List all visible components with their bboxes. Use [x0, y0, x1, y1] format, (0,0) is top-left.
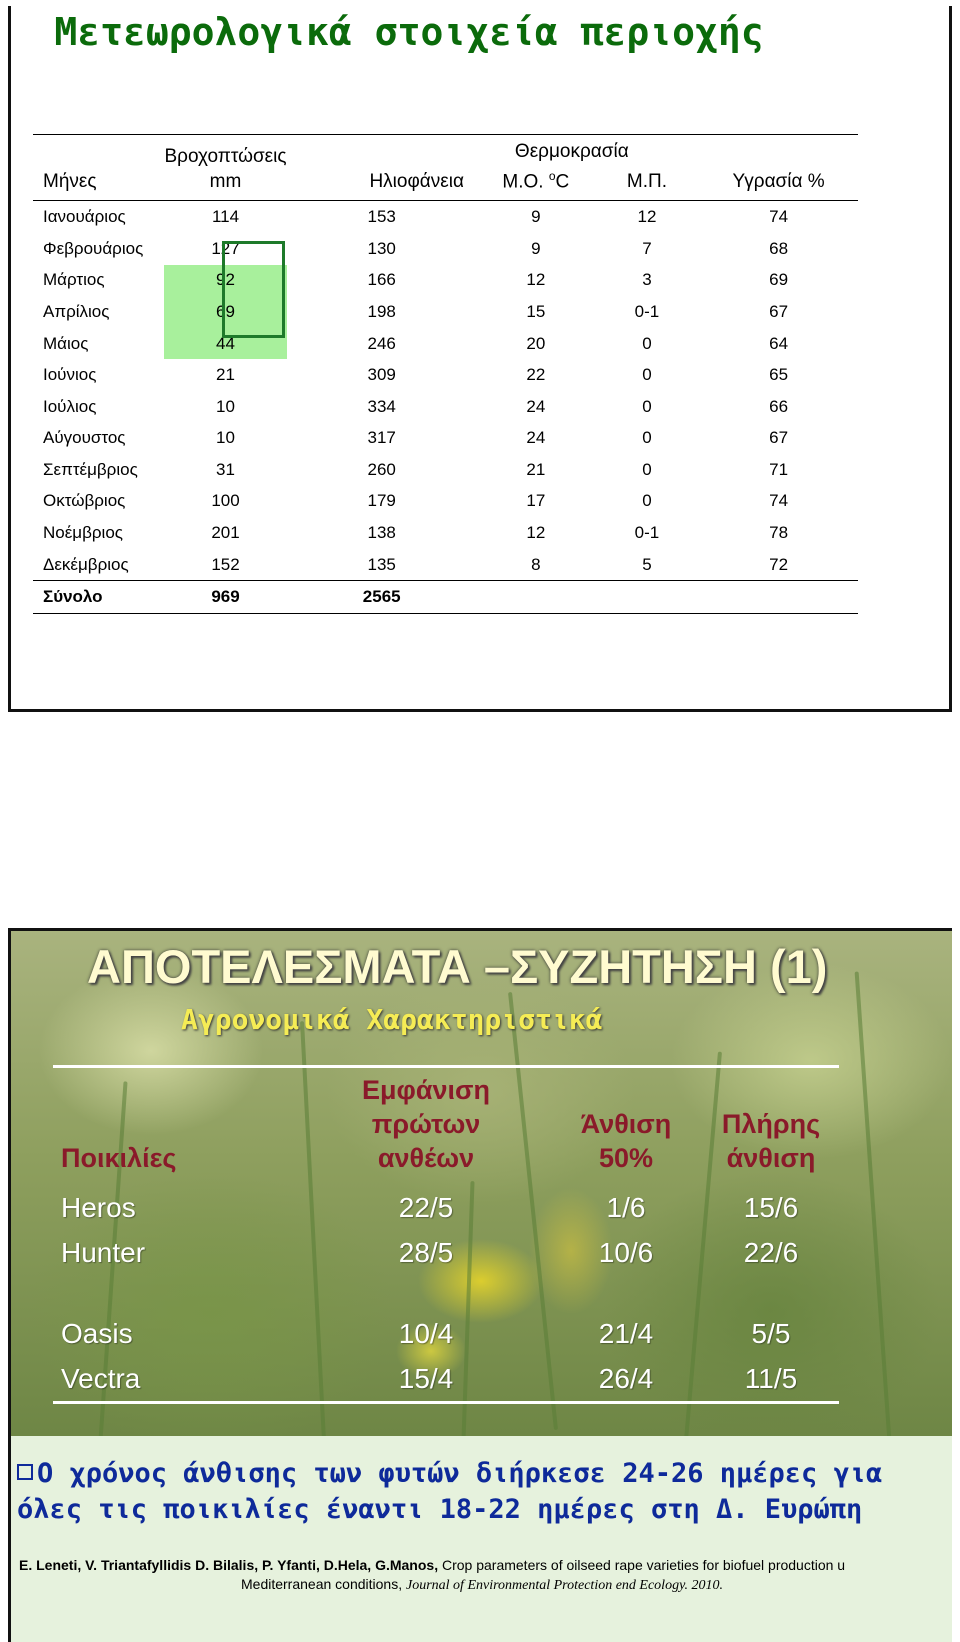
- first-flowers-date: 28/5: [398, 1237, 454, 1268]
- table-row: Νοέμβριος 201 138 12 0-1 78: [43, 523, 789, 543]
- weather-slide: [8, 6, 952, 712]
- flowering-50-date: 26/4: [598, 1363, 654, 1394]
- variety-name: Oasis: [61, 1318, 133, 1349]
- flowering-50-date: 10/6: [598, 1237, 654, 1268]
- weather-header-row: [33, 135, 858, 201]
- first-flowers-date: 10/4: [398, 1318, 454, 1349]
- full-flowering-date: 22/6: [743, 1237, 799, 1268]
- table-row: Φεβρουάριος 127 130 9 7 68: [43, 238, 789, 258]
- table-row: Σεπτέμβριος 31 260 21 0 71: [43, 459, 789, 479]
- table-row: Ιανουάριος 114 153 9 12 74: [43, 207, 789, 227]
- header-flowering-50: Άνθιση 50%: [580, 1109, 672, 1173]
- header-frost-days: Μ.Π.: [626, 171, 668, 193]
- total-row: Σύνολο 969 2565: [33, 581, 858, 614]
- full-flowering-date: 5/5: [751, 1318, 791, 1349]
- citation: E. Leneti, V. Triantafyllidis D. Bilalis, P. Yfanti, D.Hela, G.Manos, Crop parameters of oilseed rape varieties for biofuel production u Mediterranean conditions, Journal of Environmental Protection end Ecology. 2010.: [19, 1557, 846, 1593]
- header-temperature: Θερμοκρασία Μ.Ο. $^o$C: [502, 141, 629, 193]
- flowering-50-date: 1/6: [606, 1192, 646, 1223]
- table-row: Μάρτιος 92 166 12 3 69: [33, 265, 858, 297]
- table-row: Ιούλιος 10 334 24 0 66: [43, 396, 789, 416]
- conclusion-panel: [11, 1436, 952, 1642]
- conclusion-note: Ο χρόνος άνθισης των φυτών διήρκεσε 24-26 ημέρες για όλες τις ποικιλίες έναντι 18-22 ημέρες στη Δ. Ευρώπη: [17, 1458, 883, 1525]
- highlighted-rain-cell: 92: [164, 265, 286, 297]
- table-row: Μάιος 44 246 20 0 64: [33, 328, 858, 360]
- header-varieties: Ποικιλίες: [61, 1143, 177, 1173]
- table-row: Αύγουστος 10 317 24 0 67: [43, 428, 789, 448]
- header-months: Μήνες: [43, 171, 97, 193]
- weather-table: [33, 134, 858, 614]
- results-slide: [8, 928, 952, 1642]
- header-rainfall: Βροχοπτώσεις mm: [164, 146, 287, 193]
- table-top-rule: [53, 1065, 839, 1068]
- table-row: Οκτώβριος 100 179 17 0 74: [43, 491, 789, 511]
- table-row: Δεκέμβριος 152 135 8 5 72: [43, 554, 789, 574]
- table-bottom-rule: [53, 1401, 839, 1404]
- variety-name: Vectra: [61, 1363, 141, 1394]
- first-flowers-date: 15/4: [398, 1363, 454, 1394]
- full-flowering-date: 11/5: [744, 1363, 798, 1394]
- variety-name: Hunter: [61, 1237, 146, 1268]
- checkbox-bullet-icon: [17, 1464, 33, 1480]
- first-flowers-date: 22/5: [398, 1192, 454, 1223]
- header-humidity: Υγρασία %: [732, 171, 825, 193]
- highlighted-rain-cell: 44: [164, 328, 286, 360]
- table-row: Ιούνιος 21 309 22 0 65: [43, 365, 789, 385]
- flowering-50-date: 21/4: [598, 1318, 654, 1349]
- variety-name: Heros: [61, 1192, 136, 1223]
- full-flowering-date: 15/6: [743, 1192, 799, 1223]
- table-row: Απρίλιος 69 198 15 0-1 67: [33, 296, 858, 328]
- header-sunshine: Ηλιοφάνεια: [369, 171, 464, 193]
- rapeseed-field-photo: [11, 931, 952, 1436]
- results-subtitle: Αγρονομικά Χαρακτηριστικά: [181, 1003, 603, 1036]
- highlighted-rain-cell: 69: [164, 296, 286, 328]
- header-full-flowering: Πλήρης άνθιση: [721, 1109, 821, 1173]
- header-first-flowers: Εμφάνιση πρώτων ανθέων: [362, 1075, 490, 1173]
- page-title: Μετεωρολογικά στοιχεία περιοχής: [54, 10, 764, 54]
- results-title: ΑΠΟΤΕΛΕΣΜΑΤΑ –ΣΥΖΗΤΗΣΗ (1): [87, 940, 828, 993]
